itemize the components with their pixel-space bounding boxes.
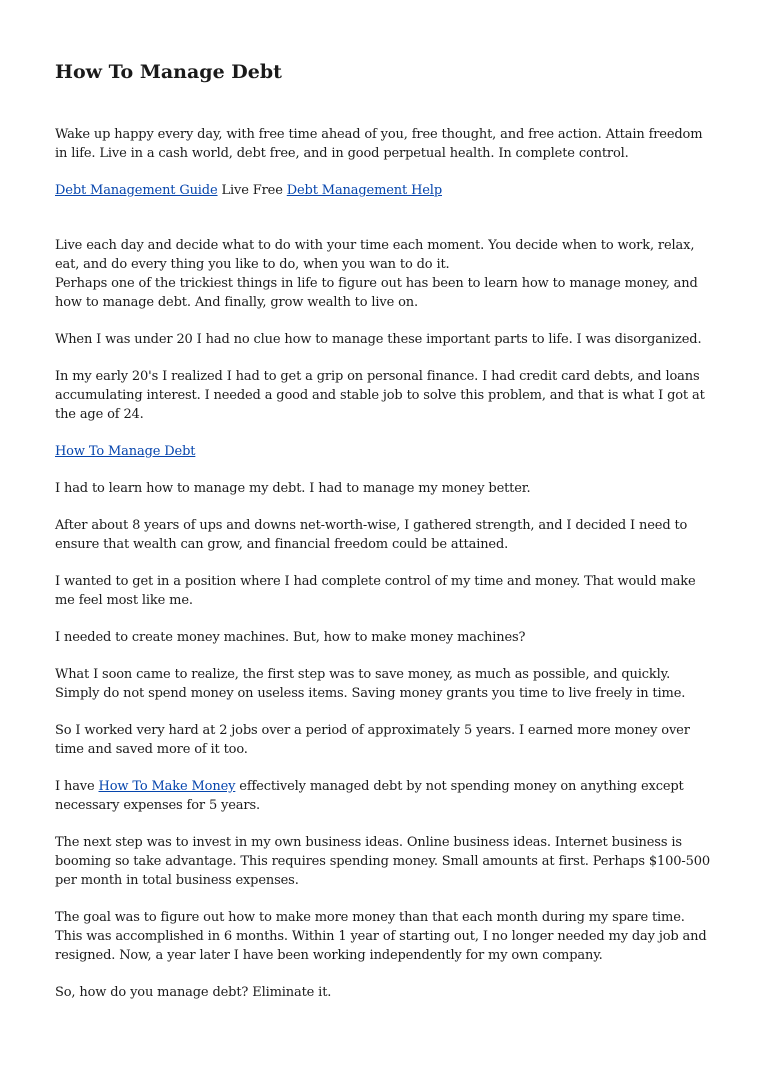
paragraph-invest-business: The next step was to invest in my own business ideas. Online business ideas. Internet business is booming so take advantage. This requires spending money. Small amounts at first. Perhaps $100-500 per month in total business expenses. <box>55 835 710 888</box>
paragraph-trickiest-things: Perhaps one of the trickiest things in life to figure out has been to learn how to manage money, and how to manage debt. And finally, grow wealth to live on. <box>55 276 698 310</box>
paragraph-conclusion: So, how do you manage debt? Eliminate it. <box>55 985 332 1000</box>
paragraph-money-machines: I needed to create money machines. But, how to make money machines? <box>55 630 526 645</box>
paragraph-learn-manage: I had to learn how to manage my debt. I had to manage my money better. <box>55 481 531 496</box>
debt-management-guide-link[interactable]: Debt Management Guide <box>55 183 218 198</box>
paragraph-under-20: When I was under 20 I had no clue how to manage these important parts to life. I was disorganized. <box>55 332 702 347</box>
paragraph-2-jobs: So I worked very hard at 2 jobs over a period of approximately 5 years. I earned more money over time and saved more of it too. <box>55 723 690 757</box>
how-to-manage-debt-link[interactable]: How To Manage Debt <box>55 444 196 459</box>
document-page <box>55 58 715 1020</box>
paragraph-how-to-make-money <box>55 777 715 815</box>
how-to-make-money-link[interactable]: How To Make Money <box>98 779 236 794</box>
paragraph-goal: The goal was to figure out how to make more money than that each month during my spare time. This was accomplished in 6 months. Within 1 year of starting out, I no longer needed my day job and resigned. Now, a year later I have been working independently for my own company. <box>55 910 707 963</box>
paragraph-complete-control: I wanted to get in a position where I had complete control of my time and money. That would make me feel most like me. <box>55 574 696 608</box>
p11-after-text: effectively managed debt by not spending money on anything except necessary expenses for 5 years. <box>55 779 684 813</box>
how-to-manage-debt-link-line <box>55 442 715 461</box>
links-line <box>55 181 715 200</box>
paragraph-save-money: What I soon came to realize, the first step was to save money, as much as possible, and quickly. Simply do not spend money on useless items. Saving money grants you time to live freely in time. <box>55 667 686 701</box>
paragraph-live-each-day: Live each day and decide what to do with your time each moment. You decide when to work, relax, eat, and do every thing you like to do, when you wan to do it. <box>55 238 695 272</box>
page-title: How To Manage Debt <box>55 61 282 83</box>
paragraph-8-years: After about 8 years of ups and downs net-worth-wise, I gathered strength, and I decided I need to ensure that wealth can grow, and financial freedom could be attained. <box>55 518 688 552</box>
p11-before-text: I have <box>55 779 99 794</box>
debt-management-help-link[interactable]: Debt Management Help <box>286 183 442 198</box>
intro-paragraph: Wake up happy every day, with free time ahead of you, free thought, and free action. Attain freedom in life. Live in a cash world, debt free, and in good perpetual health. In complete control. <box>55 127 703 161</box>
links-line-middle-text: Live Free <box>217 183 287 198</box>
paragraph-early-20s: In my early 20's I realized I had to get a grip on personal finance. I had credit card debts, and loans accumulating interest. I needed a good and stable job to solve this problem, and that is what I got at the age of 24. <box>55 369 705 422</box>
